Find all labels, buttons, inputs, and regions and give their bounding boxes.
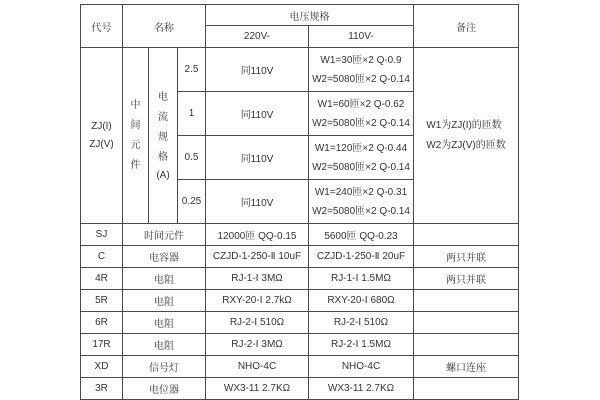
table-row-c — [81, 246, 519, 268]
table-row-3r — [81, 378, 519, 400]
zj-110v-cell — [309, 92, 414, 136]
zj-code-cell — [81, 48, 123, 224]
name-cell: 信号灯 — [123, 356, 206, 378]
winding-w2: W2=5080匝×2 Q-0.14 — [312, 205, 410, 217]
code-cell: XD — [81, 356, 123, 378]
header-220v-cell: 220V- — [206, 26, 309, 48]
current-value-cell: 0.25 — [178, 180, 206, 224]
table-row-xd — [81, 356, 519, 378]
winding-w1: W1=240匝×2 Q-0.31 — [314, 186, 408, 198]
zj-220v-cell: 同110V — [206, 136, 309, 180]
zj-remark-line1: W1为ZJ(I)的匝数 — [426, 119, 502, 131]
zj-code-line2: ZJ(V) — [89, 138, 114, 150]
remark-cell — [414, 224, 519, 246]
zj-name-cell — [123, 48, 149, 224]
table-row-17r — [81, 334, 519, 356]
value-220v-cell: RJ-1-Ⅰ 3MΩ — [206, 268, 309, 290]
code-cell: 4R — [81, 268, 123, 290]
code-cell: 3R — [81, 378, 123, 400]
table-row-5r — [81, 290, 519, 312]
name-cell: 电阻 — [123, 334, 206, 356]
winding-w2: W2=5080匝×2 Q-0.14 — [312, 117, 410, 129]
current-value-cell: 0.5 — [178, 136, 206, 180]
name-cell: 电阻 — [123, 312, 206, 334]
code-cell: C — [81, 246, 123, 268]
zj-code-line1: ZJ(I) — [91, 120, 112, 132]
code-cell: 6R — [81, 312, 123, 334]
zj-220v-cell: 同110V — [206, 92, 309, 136]
value-110v-cell: RXY-20-Ⅰ 680Ω — [309, 290, 414, 312]
zj-110v-cell — [309, 48, 414, 92]
value-110v-cell: NHO-4C — [309, 356, 414, 378]
current-value-cell: 2.5 — [178, 48, 206, 92]
zj-current-spec-cell — [149, 48, 178, 224]
winding-w1: W1=60匝×2 Q-0.62 — [317, 98, 405, 110]
remark-cell: 两只并联 — [414, 268, 519, 290]
header-110v-cell: 110V- — [309, 26, 414, 48]
value-110v-cell: WX3-11 2.7KΩ — [309, 378, 414, 400]
value-110v-cell: RJ-1-Ⅰ 1.5MΩ — [309, 268, 414, 290]
zj-name-vertical-text: 中间元件 — [130, 99, 141, 171]
remark-cell — [414, 378, 519, 400]
name-cell: 时间元件 — [123, 224, 206, 246]
name-cell: 电容器 — [123, 246, 206, 268]
remark-cell — [414, 290, 519, 312]
name-cell: 电位器 — [123, 378, 206, 400]
value-220v-cell: CZJD-1-250-Ⅱ 10uF — [206, 246, 309, 268]
zj-110v-cell — [309, 136, 414, 180]
winding-w1: W1=120匝×2 Q-0.44 — [314, 142, 408, 154]
remark-cell — [414, 312, 519, 334]
remark-cell: 两只并联 — [414, 246, 519, 268]
header-remark-cell: 备注 — [414, 5, 519, 48]
remark-cell — [414, 334, 519, 356]
table-row-4r — [81, 268, 519, 290]
value-220v-cell: 12000匝 QQ-0.15 — [206, 224, 309, 246]
zj-row-2.5 — [81, 48, 519, 92]
remark-cell: 螺口连座 — [414, 356, 519, 378]
value-110v-cell: RJ-2-Ⅰ 1.5MΩ — [309, 334, 414, 356]
value-110v-cell: 5600匝 QQ-0.23 — [309, 224, 414, 246]
code-cell: 5R — [81, 290, 123, 312]
zj-spec-unit: (A) — [156, 169, 170, 181]
table-row-sj — [81, 224, 519, 246]
value-220v-cell: NHO-4C — [206, 356, 309, 378]
header-voltage-cell: 电压规格 — [206, 5, 414, 26]
value-110v-cell: RJ-2-Ⅰ 510Ω — [309, 312, 414, 334]
zj-220v-cell: 同110V — [206, 180, 309, 224]
zj-spec-vertical-text: 电流规格 — [158, 91, 168, 163]
value-220v-cell: RJ-2-Ⅰ 3MΩ — [206, 334, 309, 356]
value-110v-cell: CZJD-1-250-Ⅱ 20uF — [309, 246, 414, 268]
zj-remark-cell — [414, 48, 519, 224]
value-220v-cell: WX3-11 2.7KΩ — [206, 378, 309, 400]
header-row-1 — [81, 5, 519, 26]
code-cell: SJ — [81, 224, 123, 246]
value-220v-cell: RJ-2-Ⅰ 510Ω — [206, 312, 309, 334]
zj-remark-line2: W2为ZJ(V)的匝数 — [426, 139, 506, 151]
header-code-cell: 代号 — [81, 5, 123, 48]
name-cell: 电阻 — [123, 268, 206, 290]
value-220v-cell: RXY-20-Ⅰ 2.7kΩ — [206, 290, 309, 312]
code-cell: 17R — [81, 334, 123, 356]
zj-220v-cell: 同110V — [206, 48, 309, 92]
current-value-cell: 1 — [178, 92, 206, 136]
winding-w2: W2=5080匝×2 Q-0.14 — [312, 73, 410, 85]
component-spec-table — [80, 4, 519, 400]
table-row-6r — [81, 312, 519, 334]
header-name-cell: 名称 — [123, 5, 206, 48]
winding-w1: W1=30匝×2 Q-0.9 — [320, 54, 402, 66]
winding-w2: W2=5080匝×2 Q-0.14 — [312, 161, 410, 173]
name-cell: 电阻 — [123, 290, 206, 312]
zj-110v-cell — [309, 180, 414, 224]
